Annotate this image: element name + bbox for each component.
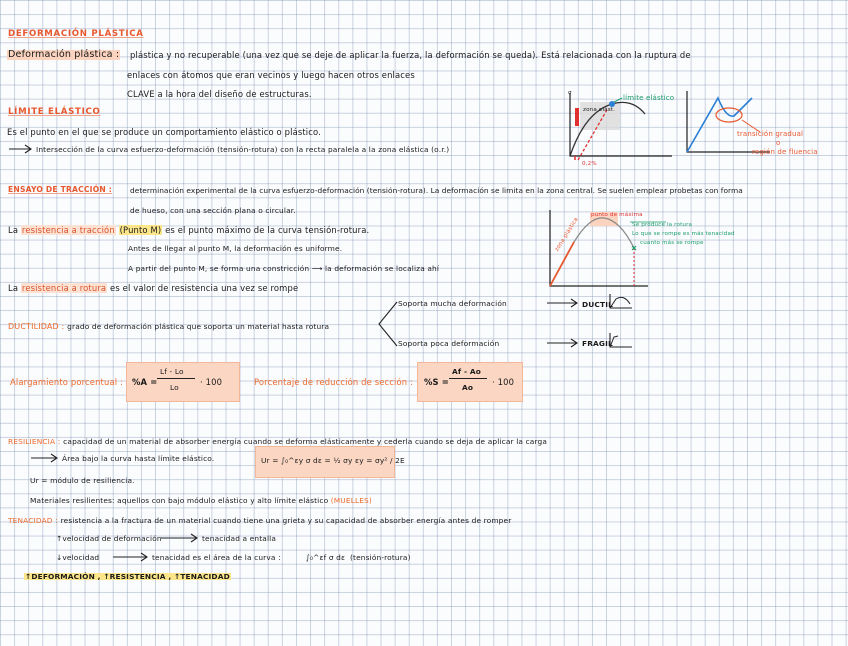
result-fragil: FRAGIL: [582, 339, 613, 348]
rotura-suffix: es el valor de resistencia una vez se rompe: [110, 283, 299, 293]
term-resistencia-rotura: resistencia a rotura: [21, 283, 107, 293]
fig1-y-label: σ: [568, 90, 572, 96]
tenacidad-line-2a: ↑velocidad de deformación: [56, 534, 162, 543]
resiliencia-materials-line: [30, 497, 372, 504]
arrow-right-icon: [546, 298, 580, 308]
section-title-ensayo-traccion: ENSAYO DE TRACCIÓN :: [8, 185, 112, 194]
fig3-top-label: punto de máxima: [591, 212, 643, 218]
resiliencia-area: Área bajo la curva hasta límite elástico.: [62, 454, 215, 463]
brace-icon: [375, 298, 399, 350]
def-line-3: CLAVE a la hora del diseño de estructuras.: [127, 89, 312, 99]
def-line-1: plástica y no recuperable (una vez que se deje de aplicar la fuerza, la deformación se queda). Está relacionada con la ruptura de: [130, 50, 691, 60]
tenacidad-line-3b: tenacidad es el área de la curva :: [152, 553, 281, 562]
fraction-bar: [157, 378, 195, 379]
alargamiento-den: Lo: [170, 383, 179, 392]
fraction-bar: [449, 378, 487, 379]
tenacidad-line-2b: tenacidad a entalla: [202, 534, 277, 543]
section-title-deformacion-plastica: DEFORMACIÓN PLÁSTICA: [8, 29, 144, 39]
fig2-note-1: transición gradual: [737, 130, 804, 138]
fig2-note-3: región de fluencia: [752, 148, 818, 156]
tenacidad-def: resistencia a la fractura de un material cuando tiene una grieta y su capacidad de absorber energía antes de romper: [60, 516, 512, 525]
term-resiliencia: RESILIENCIA :: [8, 437, 61, 446]
alargamiento-tail: · 100: [200, 377, 223, 387]
ductile-curve-icon: [608, 292, 634, 310]
section-title-limite-elastico: LÍMITE ELÁSTICO: [8, 107, 101, 117]
resiliencia-line: [8, 437, 547, 445]
reduccion-num: Af - Ao: [452, 367, 481, 376]
alargamiento-num: Lf - Lo: [160, 367, 184, 376]
ensayo-line-5: A partir del punto M, se forma una constricción ⟶ la deformación se localiza ahí: [128, 264, 440, 273]
resiliencia-def: capacidad de un material de absorber energía cuando se deforma elásticamente y cederla cuando se deja de aplicar la carga: [63, 437, 548, 446]
tenacidad-note: (tensión-rotura): [350, 553, 411, 562]
brittle-curve-icon: [608, 331, 634, 349]
tenacidad-integral: ∫₀^εf σ dε: [306, 553, 346, 562]
fig1-limit-label: límite elástico: [623, 94, 675, 102]
resiliencia-ur: Ur = módulo de resiliencia.: [30, 476, 135, 485]
fig1-point-label: 0,2%: [582, 161, 597, 167]
result-ductil: DUCTIL: [582, 300, 613, 309]
figure-limite-elastico: [560, 90, 680, 170]
reduccion-label: Porcentaje de reducción de sección :: [254, 377, 414, 387]
tenacidad-line: [8, 516, 511, 524]
ensayo-line-4: Antes de llegar al punto M, la deformación es uniforme.: [128, 244, 343, 253]
traccion-line: [8, 226, 369, 234]
alargamiento-lhs: %A =: [132, 377, 158, 387]
fig3-note-1: Se produce la rotura: [632, 222, 693, 228]
reduccion-tail: · 100: [492, 377, 515, 387]
reduccion-den: Ao: [462, 383, 474, 392]
rotura-line: [8, 284, 298, 292]
ensayo-line-2: de hueso, con una sección plana o circular.: [130, 206, 296, 215]
ductilidad-branch-1: Soporta mucha deformación: [398, 299, 507, 308]
resiliencia-materials: Materiales resilientes: aquellos con bajo módulo elástico y alto límite elástico: [30, 496, 329, 505]
arrow-right-icon: [546, 338, 580, 348]
limite-line-1: Es el punto en el que se produce un comportamiento elástico o plástico.: [7, 127, 321, 137]
fig2-note-2: o: [776, 139, 781, 147]
fig3-zone-label: zona plástica: [554, 216, 580, 253]
term-resistencia-traccion: resistencia a tracción: [21, 225, 115, 235]
term-tenacidad: TENACIDAD :: [8, 516, 58, 525]
punto-m-badge: (Punto M): [119, 225, 162, 235]
resiliencia-formula: Ur = ∫₀^εy σ dε = ½ σy εy = σy² / 2E: [261, 456, 405, 465]
arrow-right-icon: [8, 144, 34, 154]
ductilidad-line: [8, 322, 329, 331]
traccion-prefix: La: [8, 225, 19, 235]
traccion-suffix: es el punto máximo de la curva tensión-rotura.: [165, 225, 370, 235]
limite-line-2: Intersección de la curva esfuerzo-deformación (tensión-rotura) con la recta paralela a la zona elástica (o.r.): [36, 145, 450, 154]
summary-badge: ↑DEFORMACIÓN , ↑RESISTENCIA , ↑TENACIDAD: [25, 572, 230, 581]
tenacidad-line-3a: ↓velocidad: [56, 553, 100, 562]
term-ductilidad: DUCTILIDAD :: [8, 322, 65, 331]
rotura-prefix: La: [8, 283, 19, 293]
ductilidad-branch-2: Soporta poca deformación: [398, 339, 500, 348]
reduccion-lhs: %S =: [424, 377, 449, 387]
arrow-right-icon: [30, 453, 60, 463]
resiliencia-muelles: (MUELLES): [330, 496, 372, 505]
arrow-right-icon: [160, 533, 200, 543]
term-deformacion-plastica: Deformación plástica :: [8, 49, 120, 60]
alargamiento-label: Alargamiento porcentual :: [10, 377, 123, 387]
ductilidad-def: grado de deformación plástica que soporta un material hasta rotura: [67, 322, 330, 331]
def-line-2: enlaces con átomos que eran vecinos y luego hacen otros enlaces: [127, 70, 415, 80]
fig1-zone-label: zona elást.: [583, 107, 616, 113]
arrow-right-icon: [112, 552, 150, 562]
ensayo-line-1: determinación experimental de la curva esfuerzo-deformación (tensión-rotura). La deformación se limita en la zona central. Se suelen emplear probetas con forma: [130, 186, 743, 195]
fig3-note-3: cuanto más se rompe: [640, 240, 704, 246]
fig3-note-2: Lo que se rompe es más tenacidad: [632, 231, 735, 237]
